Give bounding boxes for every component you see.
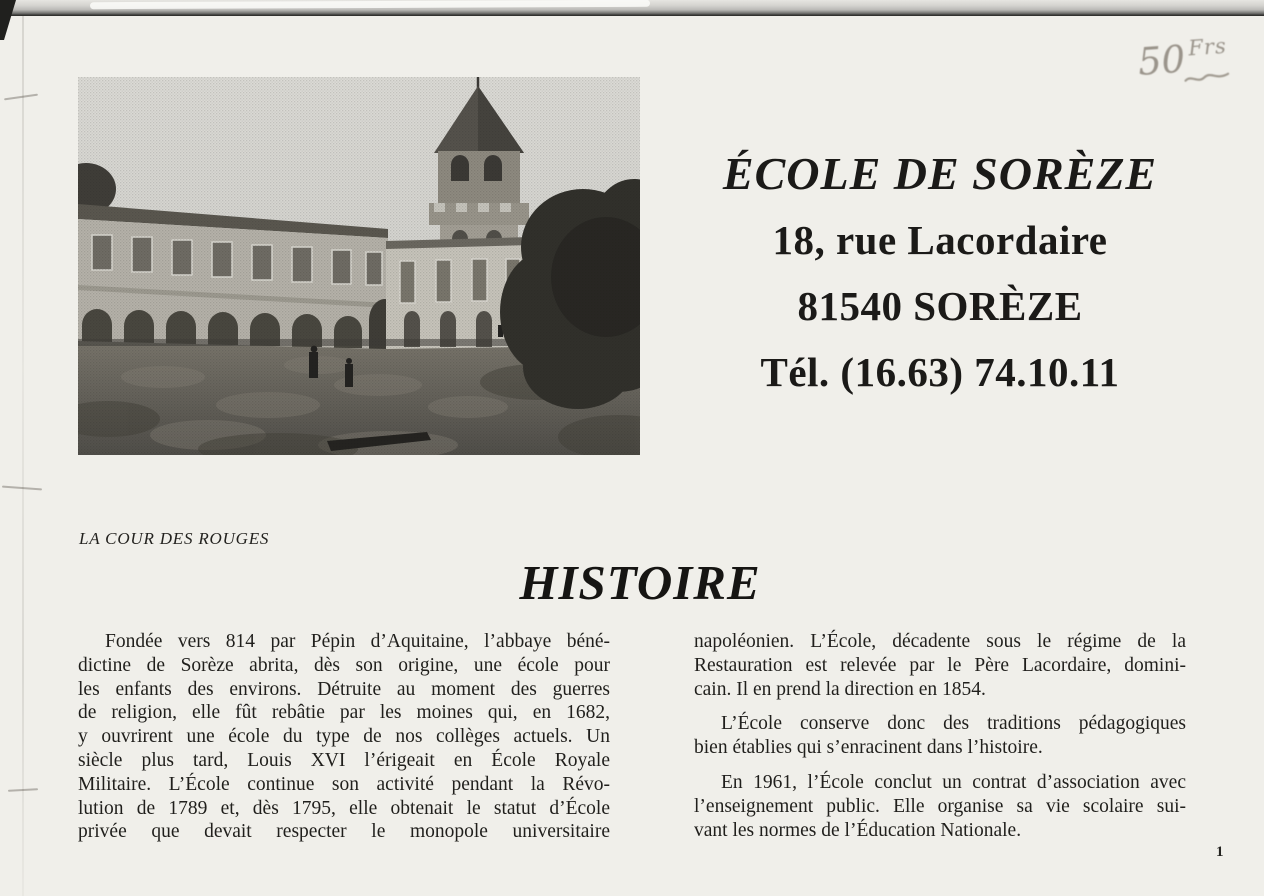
scan-corner-shadow [0,0,16,40]
body-line: dictine de Sorèze abrita, dès son origine, une école pour [78,654,610,676]
paragraph [694,771,1186,842]
page-fold-crease [22,16,24,896]
body-line: cain. Il en prend la direction en 1854. [694,678,986,700]
history-left-column [78,630,610,844]
price-amount: 50 [1136,37,1187,84]
school-address [655,141,1225,405]
address-city: 81540 SORÈZE [797,283,1083,329]
body-line: de religion, elle fût rebâtie par les moines qui, en 1682, [78,702,610,724]
body-line: vant les normes de l’Éducation Nationale. [694,819,1022,841]
school-name: ÉCOLE DE SORÈZE [722,148,1158,199]
body-line: L’École conserve donc des traditions pédagogiques [721,713,1186,735]
price-currency: Frs [1187,33,1228,61]
body-line: Restauration est relevée par le Père Lacordaire, domini- [694,654,1186,676]
body-line: Fondée vers 814 par Pépin d’Aquitaine, l’abbaye béné- [105,631,610,652]
halftone-overlay [78,77,640,455]
paragraph [78,630,610,844]
courtyard-photo [78,77,640,455]
history-title: HISTOIRE [519,555,761,610]
body-line: Militaire. L’École continue son activité pendant la Révo- [78,773,610,795]
body-line: siècle plus tard, Louis XVI l’érigeait en École Royale [78,749,610,771]
crease-mark [4,94,38,101]
price-note-handwritten [1136,33,1228,84]
pencil-scribble [1183,69,1232,88]
paragraph [694,712,1186,760]
body-line: bien établies qui s’enracinent dans l’histoire. [694,737,1043,759]
body-line: y ouvrirent une école du type de nos collèges actuels. Un [78,726,610,748]
address-phone: Tél. (16.63) 74.10.11 [760,349,1120,395]
body-line: napoléonien. L’École, décadente sous le régime de la [694,631,1186,652]
courtyard-photo-art [78,77,640,455]
body-line: lution de 1789 et, dès 1795, elle obtenait le statut d’École [78,797,610,819]
address-street: 18, rue Lacordaire [772,217,1108,263]
photo-caption: LA COUR DES ROUGES [79,529,270,548]
body-line: En 1961, l’École conclut un contrat d’association avec [721,771,1186,793]
paragraph [694,630,1186,701]
page-number: 1 [1216,844,1224,860]
body-line: l’enseignement public. Elle organise sa vie scolaire sui- [694,795,1186,817]
body-line: les enfants des environs. Détruite au moment des guerres [78,678,610,700]
body-line: privée que devait respecter le monopole universitaire [78,821,610,843]
history-right-column [694,630,1186,842]
